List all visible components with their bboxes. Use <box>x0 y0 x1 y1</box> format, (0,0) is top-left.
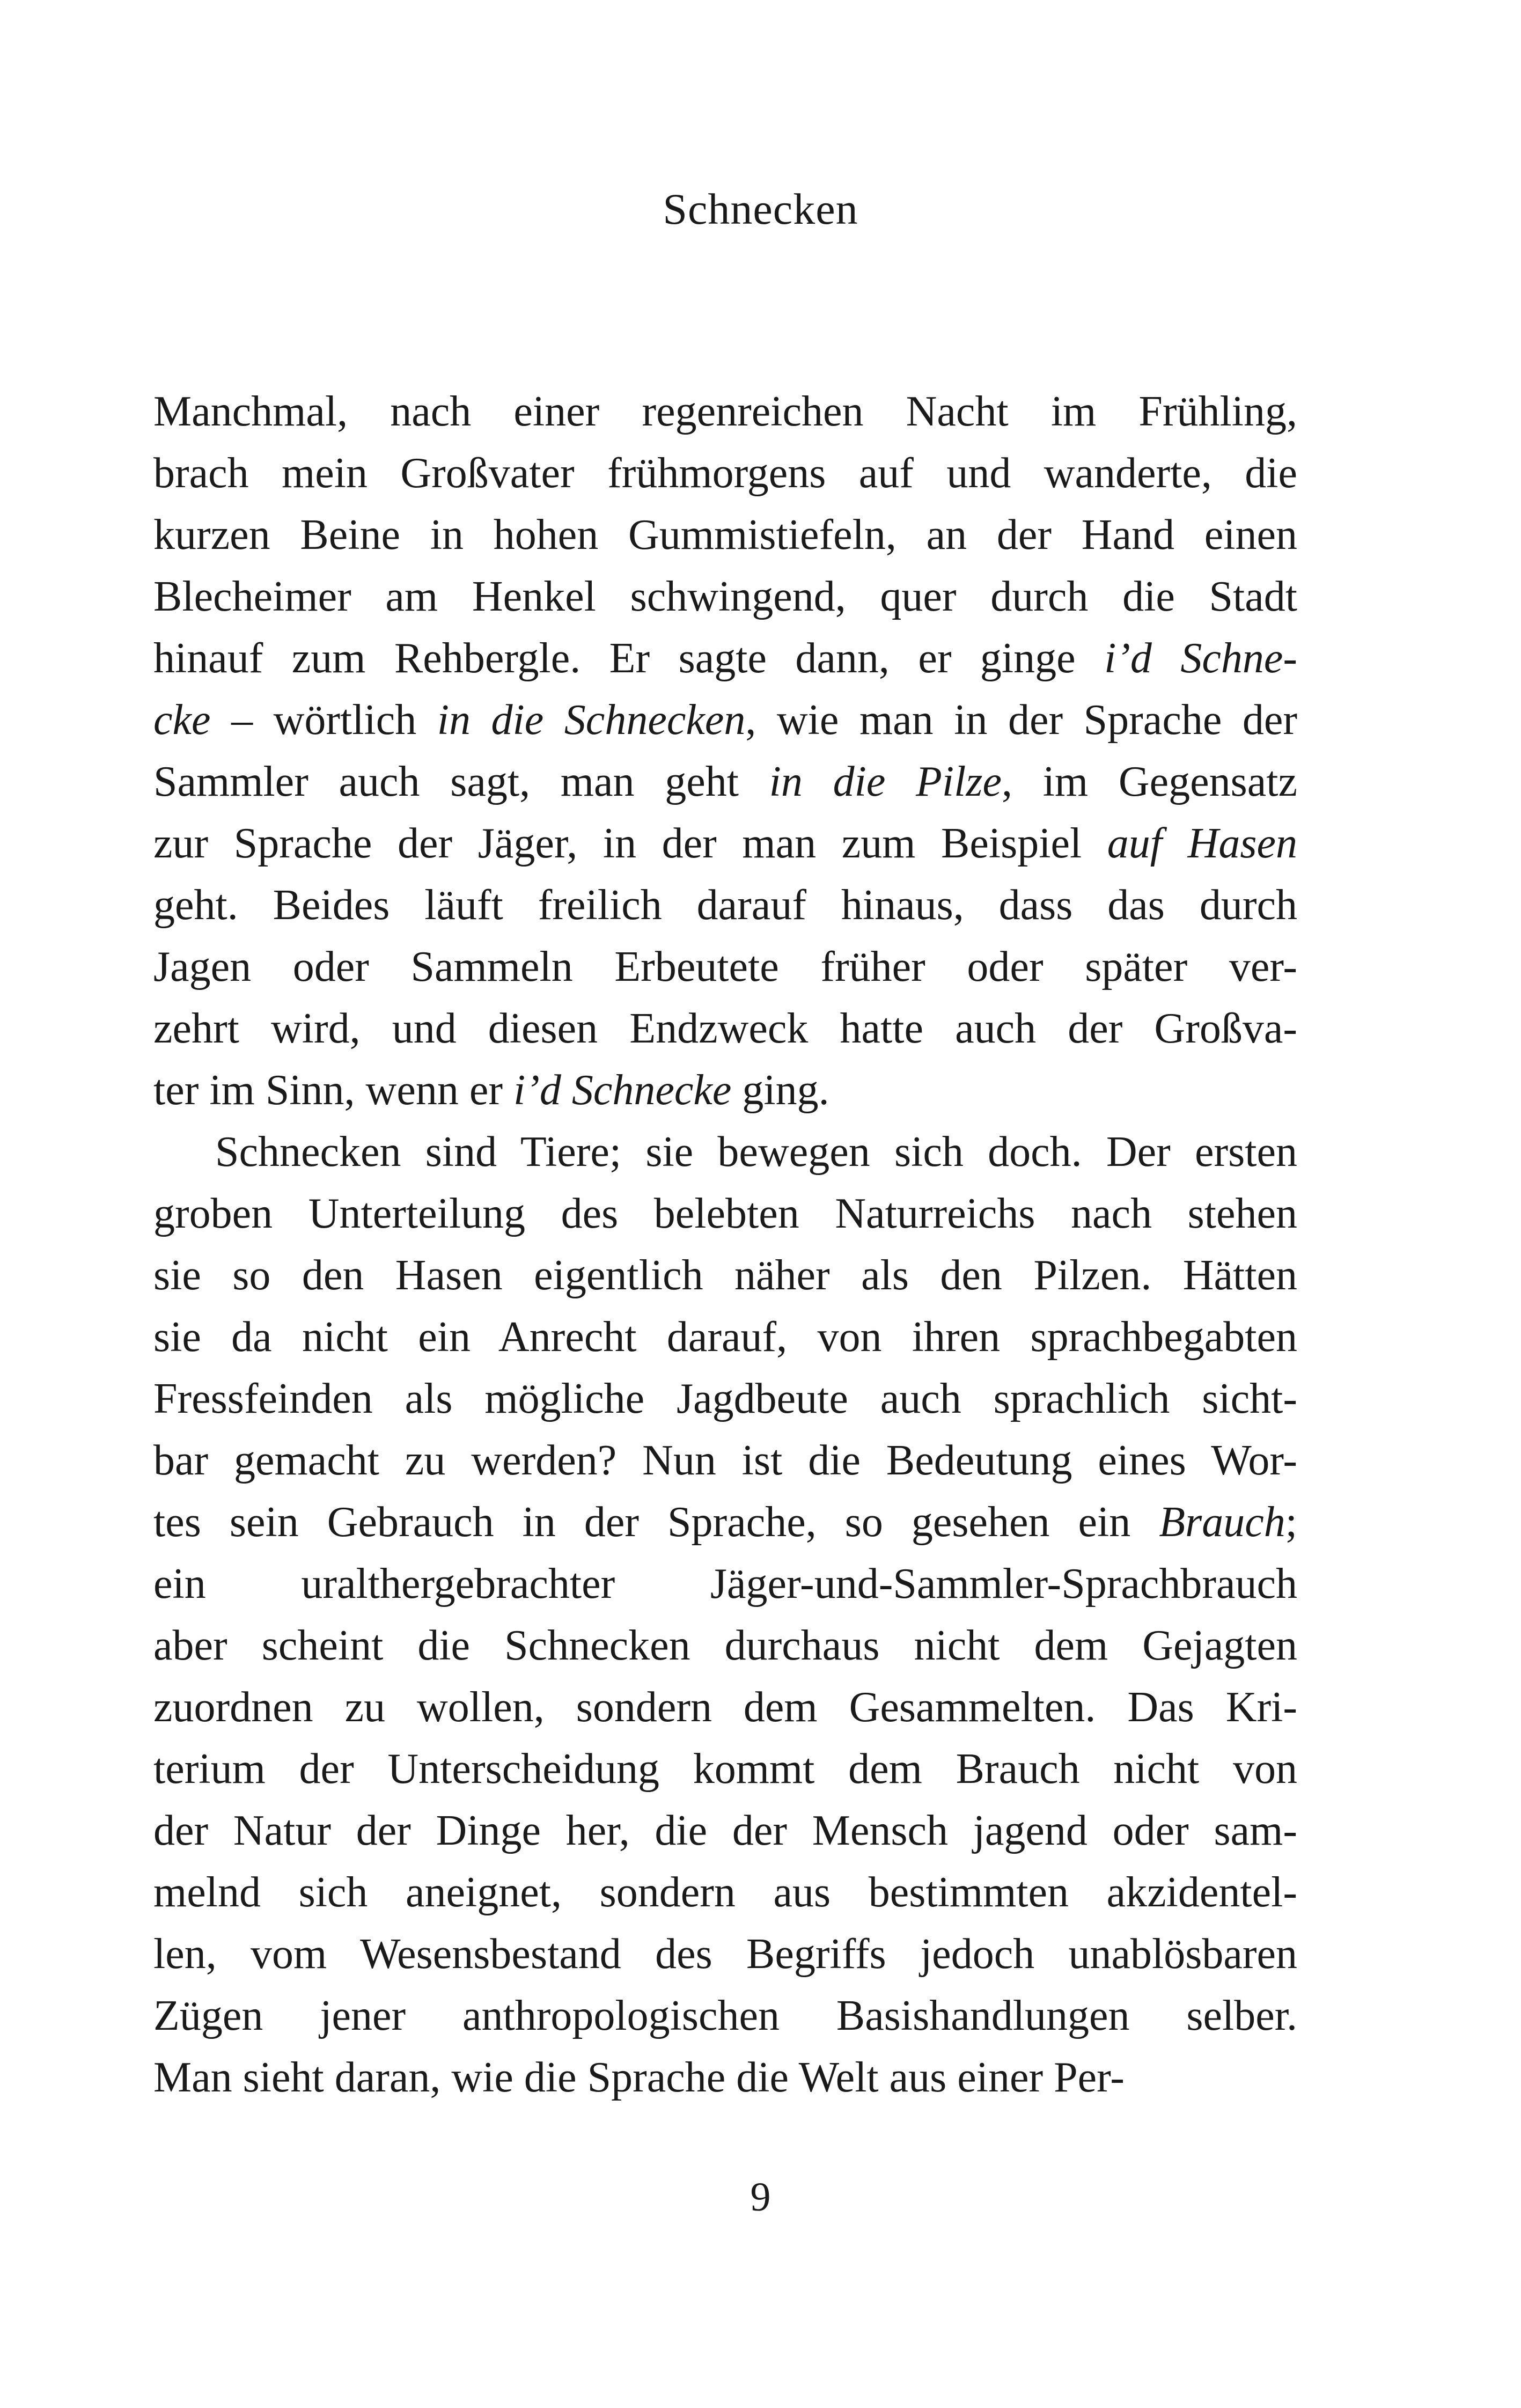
text-segment: zuordnen zu wollen, sondern dem Gesammelten. Das Kri- <box>153 1684 1297 1731</box>
text-line <box>153 813 1297 875</box>
text-segment: aber scheint die Schnecken durchaus nicht dem Gejagten <box>153 1622 1297 1669</box>
text-line <box>153 1492 1297 1553</box>
text-segment: melnd sich aneignet, sondern aus bestimmten akzidentel- <box>153 1869 1297 1916</box>
text-line <box>153 504 1297 566</box>
text-line <box>153 1738 1297 1800</box>
text-segment: sie da nicht ein Anrecht darauf, von ihren sprachbegabten <box>153 1313 1297 1361</box>
italic-text: in die Schnecken <box>437 696 746 744</box>
text-segment: len, vom Wesensbestand des Begriffs jedoch unablösbaren <box>153 1930 1297 1978</box>
text-segment: ter im Sinn, wenn er <box>153 1067 513 1114</box>
text-segment: zur Sprache der Jäger, in der man zum Beispiel <box>153 820 1107 867</box>
text-line <box>153 1245 1297 1306</box>
text-segment: – wörtlich <box>210 696 437 744</box>
text-segment: groben Unterteilung des belebten Naturreichs nach stehen <box>153 1190 1297 1237</box>
text-line <box>153 1306 1297 1368</box>
text-segment: , im Gegensatz <box>1002 758 1297 805</box>
text-line <box>153 1800 1297 1862</box>
text-line <box>153 381 1297 443</box>
text-segment: ging. <box>731 1067 829 1114</box>
paragraph <box>153 1121 1297 2109</box>
text-segment: Blecheimer am Henkel schwingend, quer durch die Stadt <box>153 573 1297 620</box>
text-segment: zehrt wird, und diesen Endzweck hatte auch der Großva- <box>153 1005 1297 1052</box>
body-text <box>153 381 1297 2109</box>
text-line <box>153 2047 1297 2109</box>
text-line <box>153 875 1297 936</box>
text-segment: Jagen oder Sammeln Erbeutete früher oder später ver- <box>153 943 1297 990</box>
text-segment: geht. Beides läuft freilich darauf hinaus, dass das durch <box>153 882 1297 929</box>
text-line <box>153 1368 1297 1430</box>
text-segment: ein uralthergebrachter Jäger-und-Sammler-Sprachbrauch <box>153 1560 1297 1607</box>
text-segment: Schnecken sind Tiere; sie bewegen sich doch. Der ersten <box>215 1128 1297 1176</box>
text-segment: bar gemacht zu werden? Nun ist die Bedeutung eines Wor- <box>153 1437 1297 1484</box>
italic-text: cke <box>153 696 211 744</box>
text-segment: sie so den Hasen eigentlich näher als den Pilzen. Hätten <box>153 1252 1297 1299</box>
text-line <box>153 443 1297 504</box>
text-segment: Fressfeinden als mögliche Jagdbeute auch sprachlich sicht- <box>153 1375 1297 1422</box>
text-line <box>153 1121 1297 1183</box>
text-segment: der Natur der Dinge her, die der Mensch jagend oder sam- <box>153 1807 1297 1854</box>
text-line <box>153 566 1297 628</box>
text-line <box>153 1183 1297 1245</box>
text-segment: tes sein Gebrauch in der Sprache, so gesehen ein <box>153 1499 1159 1546</box>
text-line <box>153 1677 1297 1738</box>
text-segment: kurzen Beine in hohen Gummistiefeln, an der Hand einen <box>153 511 1297 559</box>
page-number: 9 <box>750 2175 771 2220</box>
italic-text: i’d Schne- <box>1104 635 1297 682</box>
text-segment: Manchmal, nach einer regenreichen Nacht im Frühling, <box>153 388 1297 435</box>
text-segment: , wie man in der Sprache der <box>745 696 1297 744</box>
text-line <box>153 1553 1297 1615</box>
italic-text: auf Hasen <box>1107 820 1297 867</box>
text-segment: terium der Unterscheidung kommt dem Brauch nicht von <box>153 1745 1297 1793</box>
text-segment: hinauf zum Rehbergle. Er sagte dann, er ginge <box>153 635 1105 682</box>
text-segment: Man sieht daran, wie die Sprache die Welt aus einer Per- <box>153 2054 1125 2101</box>
text-line <box>153 1985 1297 2047</box>
text-segment: brach mein Großvater frühmorgens auf und wanderte, die <box>153 450 1297 497</box>
paragraph <box>153 381 1297 1121</box>
text-segment: Zügen jener anthropologischen Basishandlungen selber. <box>153 1992 1297 2039</box>
text-line <box>153 751 1297 813</box>
text-line <box>153 998 1297 1060</box>
text-line <box>153 936 1297 998</box>
text-line <box>153 1430 1297 1492</box>
text-line <box>153 689 1297 751</box>
text-line <box>153 1862 1297 1924</box>
italic-text: in die Pilze <box>769 758 1002 805</box>
chapter-title: Schnecken <box>663 185 858 233</box>
text-line <box>153 628 1297 689</box>
text-segment: Sammler auch sagt, man geht <box>153 758 769 805</box>
text-line <box>153 1615 1297 1677</box>
text-line <box>153 1060 1297 1121</box>
italic-text: i’d Schnecke <box>513 1067 732 1114</box>
text-segment: ; <box>1285 1499 1297 1546</box>
italic-text: Brauch <box>1159 1499 1285 1546</box>
text-line <box>153 1924 1297 1985</box>
